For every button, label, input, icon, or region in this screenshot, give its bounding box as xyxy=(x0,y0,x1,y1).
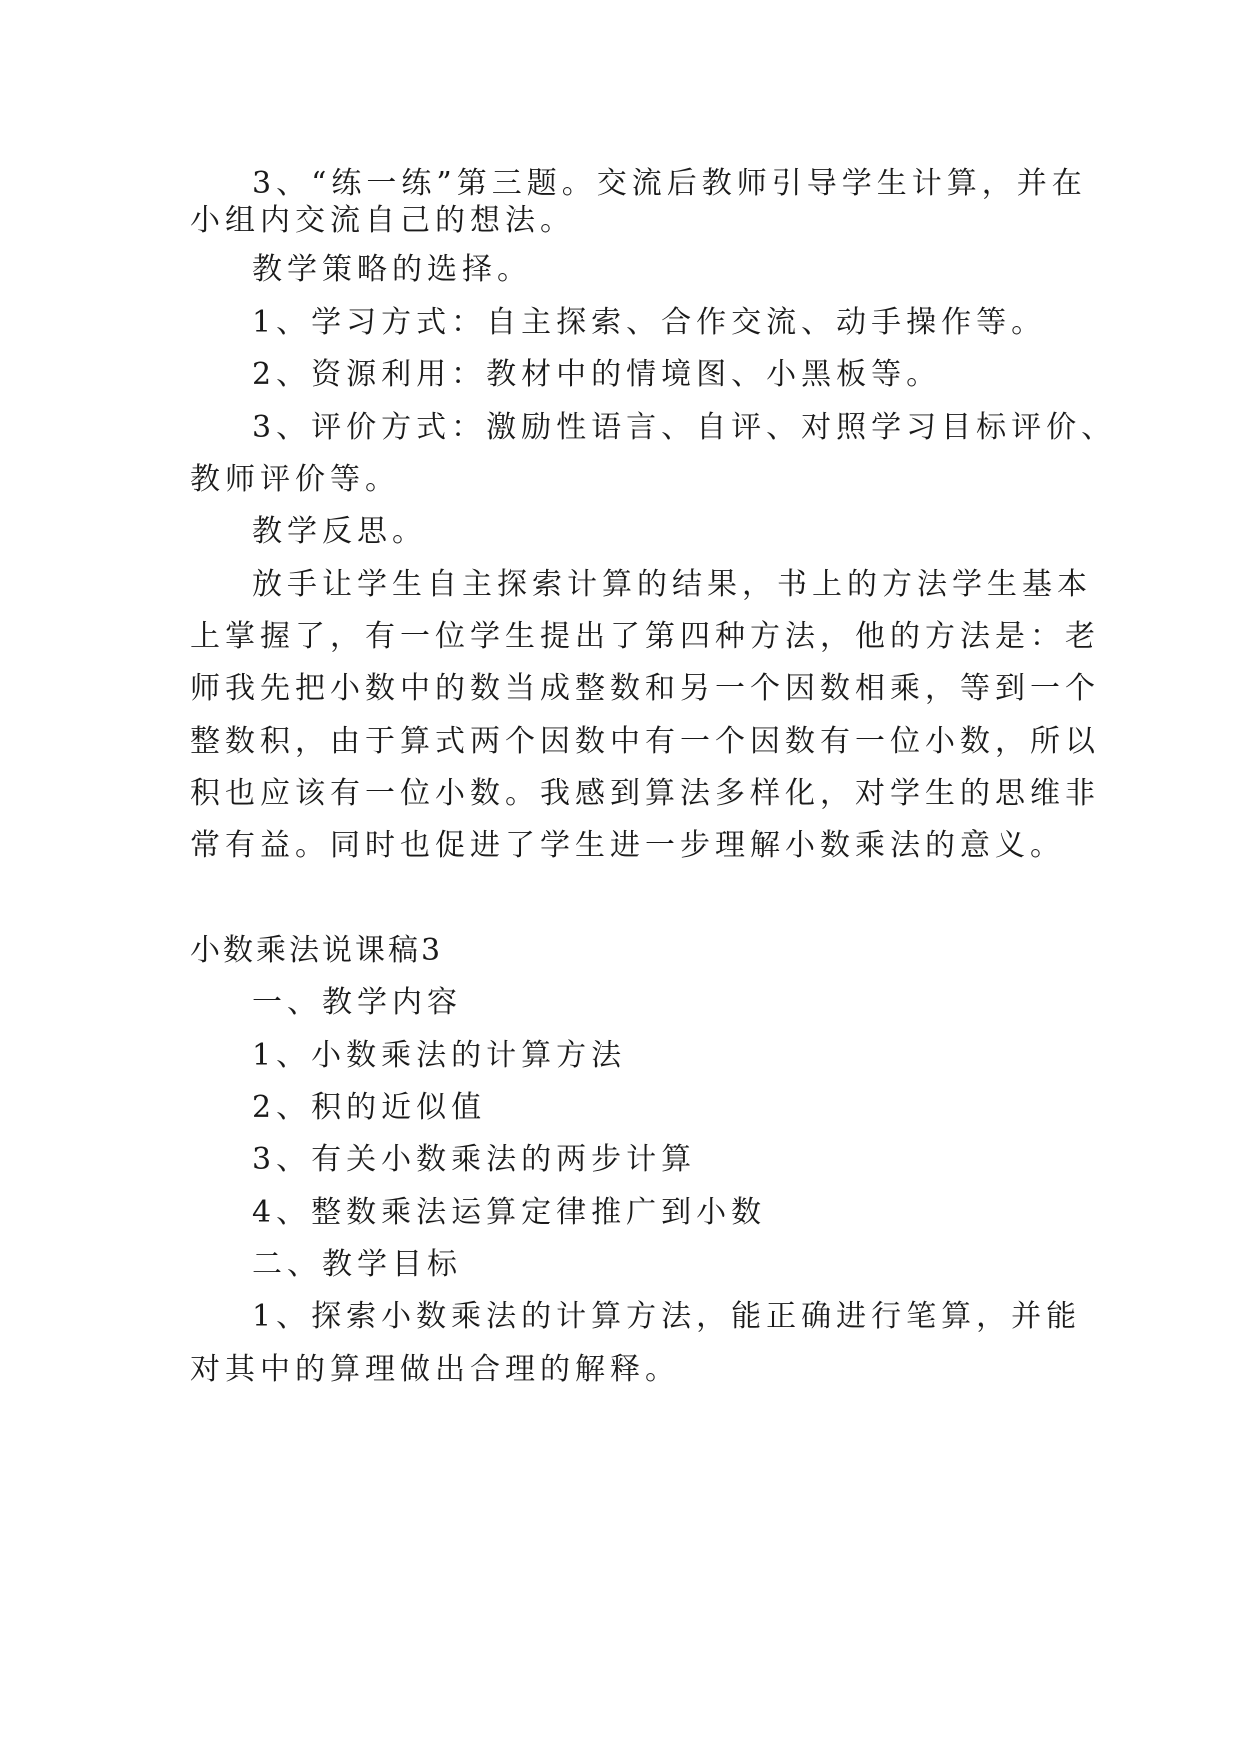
list-item: 1、学习方式：自主探索、合作交流、动手操作等。 xyxy=(252,305,1047,340)
paragraph-line: 整数积，由于算式两个因数中有一个因数有一位小数，所以 xyxy=(190,724,1100,759)
paragraph-line: 教师评价等。 xyxy=(190,462,400,497)
paragraph-line: 小组内交流自己的想法。 xyxy=(190,203,575,238)
list-item: 3、有关小数乘法的两步计算 xyxy=(252,1142,697,1177)
paragraph-line: 对其中的算理做出合理的解释。 xyxy=(190,1352,680,1387)
paragraph-line: 放手让学生自主探索计算的结果，书上的方法学生基本 xyxy=(252,567,1092,602)
list-item: 1、小数乘法的计算方法 xyxy=(252,1038,627,1073)
list-item: 4、整数乘法运算定律推广到小数 xyxy=(252,1195,767,1230)
document-title: 小数乘法说课稿3 xyxy=(190,933,444,968)
section-heading: 一、教学内容 xyxy=(252,985,462,1020)
list-item: 2、资源利用：教材中的情境图、小黑板等。 xyxy=(252,357,942,392)
list-item: 2、积的近似值 xyxy=(252,1090,487,1125)
section-heading: 二、教学目标 xyxy=(252,1247,462,1282)
paragraph-line: 师我先把小数中的数当成整数和另一个因数相乘，等到一个 xyxy=(190,671,1100,706)
paragraph-line: 常有益。同时也促进了学生进一步理解小数乘法的意义。 xyxy=(190,828,1065,863)
list-item: 3、评价方式：激励性语言、自评、对照学习目标评价、 xyxy=(252,410,1117,445)
paragraph-line: 3、“练一练”第三题。交流后教师引导学生计算，并在 xyxy=(252,166,1087,201)
paragraph-line: 上掌握了，有一位学生提出了第四种方法，他的方法是：老 xyxy=(190,619,1100,654)
list-item: 1、探索小数乘法的计算方法，能正确进行笔算，并能 xyxy=(252,1299,1082,1334)
paragraph-line: 积也应该有一位小数。我感到算法多样化，对学生的思维非 xyxy=(190,776,1100,811)
section-heading: 教学反思。 xyxy=(252,514,427,549)
section-heading: 教学策略的选择。 xyxy=(252,252,532,287)
